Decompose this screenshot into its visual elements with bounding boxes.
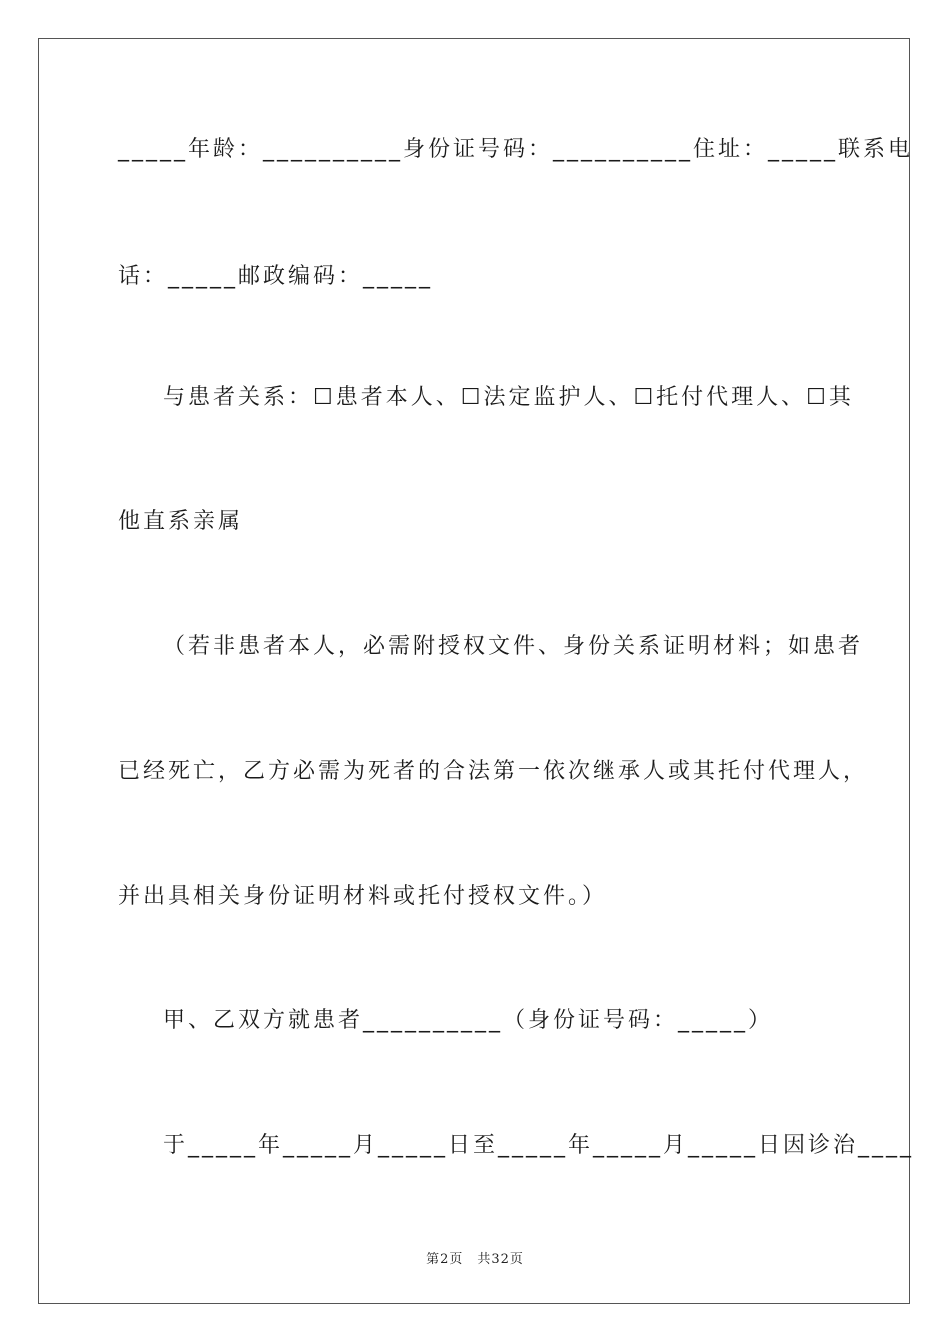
page-border [38, 38, 910, 1304]
text-line-parties: 甲、乙双方就患者__________（身份证号码：_____） [163, 1008, 774, 1033]
text-line-dates: 于_____年_____月_____日至_____年_____月_____日因诊治____ [163, 1133, 915, 1158]
text-line-note-cont: 已经死亡，乙方必需为死者的合法第一依次继承人或其托付代理人， [118, 759, 869, 784]
page-number: 第2页 共32页 [426, 1252, 524, 1267]
text-line-phone-postcode: 话：_____邮政编码：_____ [118, 264, 434, 289]
text-line-relationship-cont: 他直系亲属 [118, 509, 244, 534]
text-line-note-end: 并出具相关身份证明材料或托付授权文件。） [118, 884, 608, 909]
text-line-note: （若非患者本人，必需附授权文件、身份关系证明材料；如患者 [163, 634, 864, 659]
text-line-age-id-address: _____年龄：__________身份证号码：__________住址：_____联系电 [118, 137, 914, 162]
text-line-relationship: 与患者关系：☐患者本人、☐法定监护人、☐托付代理人、☐其 [163, 385, 854, 410]
